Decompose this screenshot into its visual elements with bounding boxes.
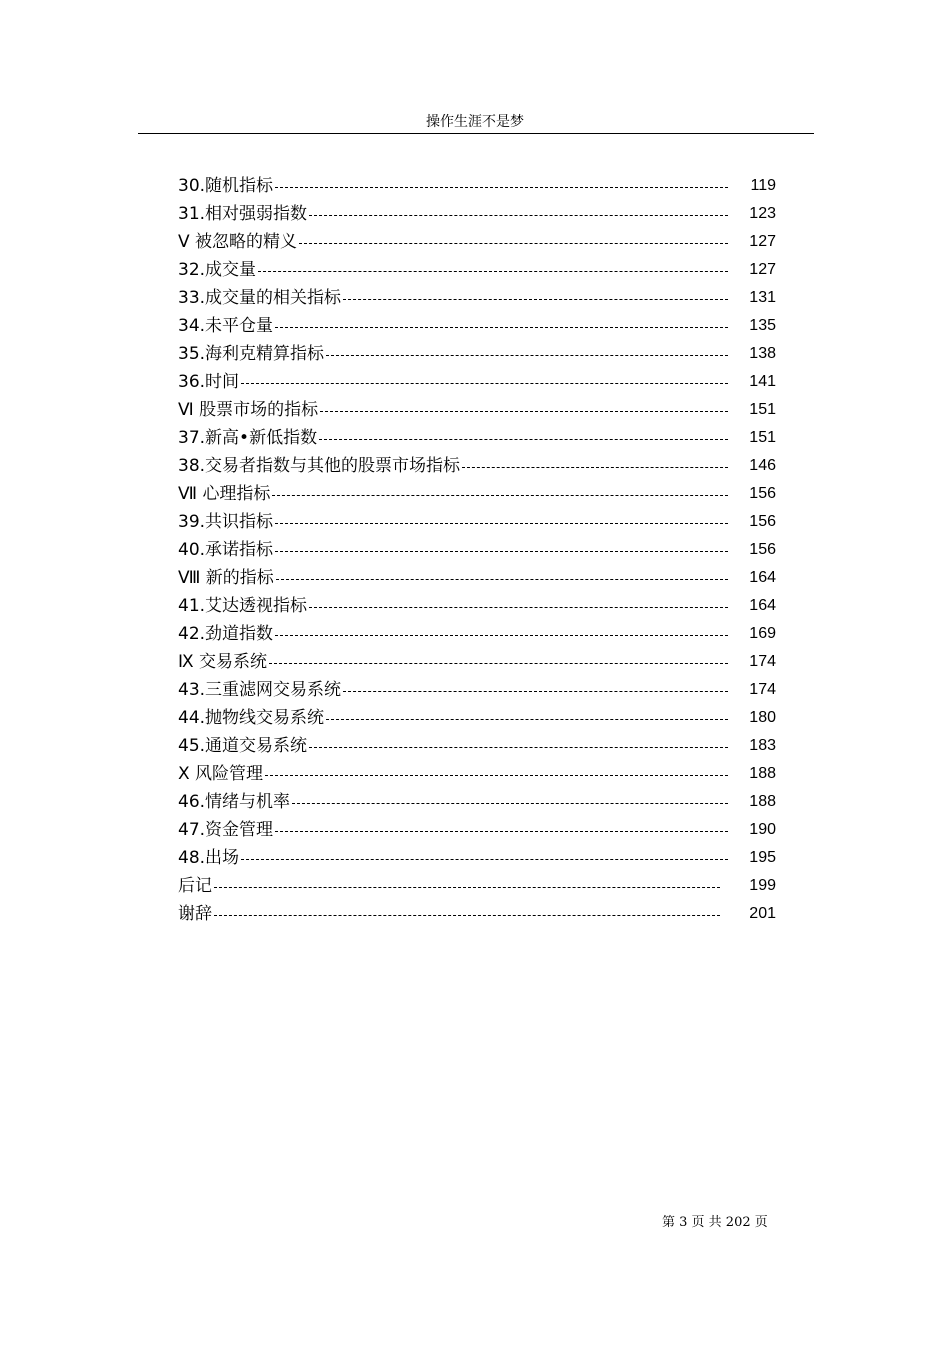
- toc-page-number: 127: [749, 233, 776, 250]
- toc-dash-leader: [275, 523, 728, 524]
- toc-entry-label: 47.资金管理: [178, 820, 274, 840]
- toc-dash-leader: [214, 887, 720, 888]
- toc-page-number: 135: [749, 317, 776, 334]
- toc-dash-leader: [343, 299, 728, 300]
- toc-page-number: 174: [749, 653, 776, 670]
- toc-page-number: 146: [749, 457, 776, 474]
- toc-page-number: 169: [749, 625, 776, 642]
- toc-page-number: 156: [749, 485, 776, 502]
- toc-entry-label: 36.时间: [178, 372, 240, 392]
- toc-page-number: 127: [749, 261, 776, 278]
- toc-entry-35[interactable]: [178, 340, 776, 368]
- toc-entry-44[interactable]: [178, 704, 776, 732]
- toc-entry-afterword[interactable]: [178, 872, 776, 900]
- toc-entry-37[interactable]: [178, 424, 776, 452]
- toc-page-number: 190: [749, 821, 776, 838]
- toc-dash-leader: [309, 607, 728, 608]
- toc-entry-46[interactable]: [178, 788, 776, 816]
- toc-dash-leader: [320, 411, 728, 412]
- toc-section-10[interactable]: [178, 760, 776, 788]
- toc-page-number: 119: [750, 177, 776, 194]
- toc-dash-leader: [319, 439, 728, 440]
- toc-section-9[interactable]: [178, 648, 776, 676]
- toc-page-number: 131: [749, 289, 776, 306]
- toc-page-number: 151: [749, 429, 776, 446]
- toc-dash-leader: [275, 187, 728, 188]
- toc-entry-47[interactable]: [178, 816, 776, 844]
- toc-page-number: 151: [749, 401, 776, 418]
- header-rule: [138, 133, 814, 134]
- toc-entry-48[interactable]: [178, 844, 776, 872]
- toc-entry-30[interactable]: [178, 172, 776, 200]
- toc-entry-label: 35.海利克精算指标: [178, 344, 325, 364]
- toc-section-5[interactable]: [178, 228, 776, 256]
- toc-entry-41[interactable]: [178, 592, 776, 620]
- toc-dash-leader: [276, 579, 728, 580]
- toc-section-7[interactable]: [178, 480, 776, 508]
- toc-entry-36[interactable]: [178, 368, 776, 396]
- toc-entry-39[interactable]: [178, 508, 776, 536]
- page-header-title: 操作生涯不是梦: [426, 114, 524, 130]
- toc-page-number: 156: [749, 513, 776, 530]
- toc-page-number: 199: [749, 877, 776, 894]
- toc-entry-42[interactable]: [178, 620, 776, 648]
- toc-entry-label: 34.未平仓量: [178, 316, 274, 336]
- toc-dash-leader: [275, 635, 728, 636]
- toc-entry-31[interactable]: [178, 200, 776, 228]
- toc-dash-leader: [462, 467, 728, 468]
- toc-entry-label: 46.情绪与机率: [178, 792, 291, 812]
- toc-entry-45[interactable]: [178, 732, 776, 760]
- toc-dash-leader: [214, 915, 720, 916]
- toc-entry-label: Ⅵ 股票市场的指标: [178, 400, 319, 420]
- toc-entry-label: 33.成交量的相关指标: [178, 288, 342, 308]
- toc-entry-32[interactable]: [178, 256, 776, 284]
- toc-page-number: 174: [749, 681, 776, 698]
- toc-entry-acknowledgements[interactable]: [178, 900, 776, 928]
- toc-dash-leader: [309, 747, 728, 748]
- toc-dash-leader: [299, 243, 728, 244]
- toc-entry-label: 38.交易者指数与其他的股票市场指标: [178, 456, 461, 476]
- toc-entry-label: 39.共识指标: [178, 512, 274, 532]
- toc-entry-label: Ⅴ 被忽略的精义: [178, 232, 298, 252]
- toc-entry-label: Ⅹ 风险管理: [178, 764, 264, 784]
- toc-entry-label: Ⅶ 心理指标: [178, 484, 271, 504]
- toc-page-number: 188: [749, 793, 776, 810]
- toc-entry-label: 32.成交量: [178, 260, 257, 280]
- toc-page-number: 164: [749, 597, 776, 614]
- toc-entry-label: 后记: [178, 876, 212, 896]
- toc-dash-leader: [275, 831, 728, 832]
- toc-dash-leader: [269, 663, 728, 664]
- toc-entry-label: 43.三重滤网交易系统: [178, 680, 342, 700]
- toc-entry-label: 44.抛物线交易系统: [178, 708, 325, 728]
- toc-dash-leader: [258, 271, 728, 272]
- toc-page-number: 180: [749, 709, 776, 726]
- toc-entry-label: 谢辞: [178, 904, 212, 924]
- toc-page-number: 141: [749, 373, 776, 390]
- toc-page-number: 138: [749, 345, 776, 362]
- toc-entry-34[interactable]: [178, 312, 776, 340]
- toc-page-number: 123: [749, 205, 776, 222]
- toc-entry-label: 41.艾达透视指标: [178, 596, 308, 616]
- table-of-contents: [178, 172, 776, 928]
- toc-page-number: 195: [749, 849, 776, 866]
- toc-entry-label: 37.新高•新低指数: [178, 428, 318, 448]
- toc-dash-leader: [241, 383, 728, 384]
- toc-page-number: 156: [749, 541, 776, 558]
- toc-dash-leader: [275, 551, 728, 552]
- toc-dash-leader: [292, 803, 728, 804]
- toc-dash-leader: [326, 719, 728, 720]
- toc-section-8[interactable]: [178, 564, 776, 592]
- toc-entry-label: 30.随机指标: [178, 176, 274, 196]
- page-footer-page-info: 第 3 页 共 202 页: [662, 1215, 768, 1230]
- toc-entry-label: Ⅸ 交易系统: [178, 652, 268, 672]
- toc-dash-leader: [275, 327, 728, 328]
- toc-entry-43[interactable]: [178, 676, 776, 704]
- toc-entry-38[interactable]: [178, 452, 776, 480]
- toc-page-number: 183: [749, 737, 776, 754]
- toc-entry-label: 42.劲道指数: [178, 624, 274, 644]
- toc-entry-label: 45.通道交易系统: [178, 736, 308, 756]
- toc-dash-leader: [343, 691, 728, 692]
- toc-entry-label: Ⅷ 新的指标: [178, 568, 274, 588]
- toc-entry-33[interactable]: [178, 284, 776, 312]
- toc-dash-leader: [241, 859, 728, 860]
- toc-entry-label: 31.相对强弱指数: [178, 204, 308, 224]
- toc-dash-leader: [326, 355, 728, 356]
- toc-page-number: 201: [749, 905, 776, 922]
- toc-page-number: 188: [749, 765, 776, 782]
- toc-section-6[interactable]: [178, 396, 776, 424]
- toc-entry-40[interactable]: [178, 536, 776, 564]
- toc-page-number: 164: [749, 569, 776, 586]
- toc-dash-leader: [265, 775, 728, 776]
- toc-entry-label: 40.承诺指标: [178, 540, 274, 560]
- toc-dash-leader: [272, 495, 728, 496]
- toc-entry-label: 48.出场: [178, 848, 240, 868]
- toc-dash-leader: [309, 215, 728, 216]
